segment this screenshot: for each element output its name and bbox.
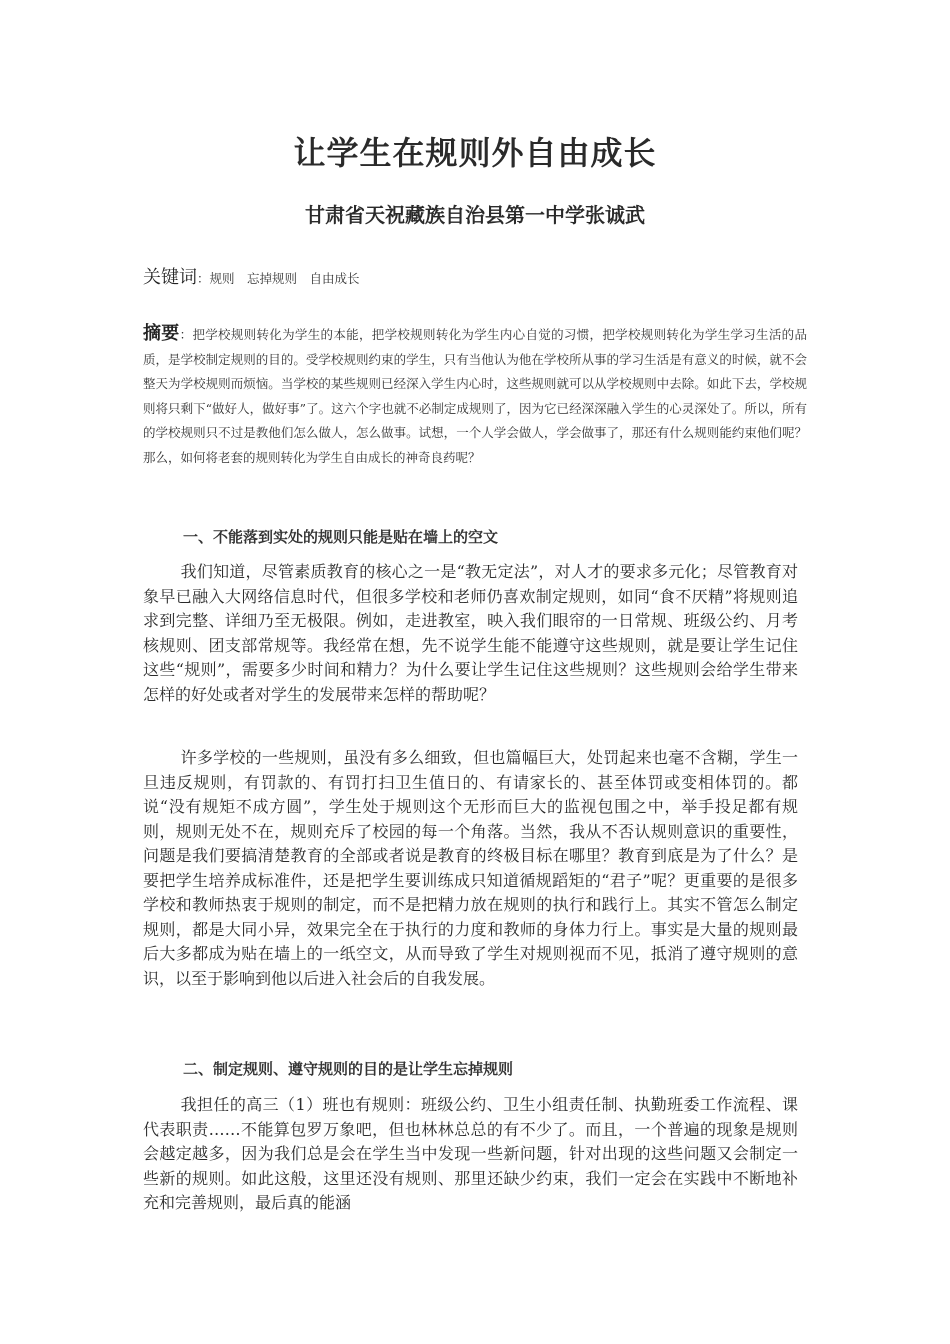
section1-heading: 一、不能落到实处的规则只能是贴在墙上的空文 <box>183 528 499 546</box>
section2-heading: 二、制定规则、遵守规则的目的是让学生忘掉规则 <box>183 1060 514 1078</box>
abstract-label: 摘要 <box>143 323 180 344</box>
keywords-colon: ： <box>197 271 210 286</box>
abstract-colon: ： <box>179 327 193 342</box>
section2-paragraph-1: 我担任的高三（1）班也有规则：班级公约、卫生小组责任制、执勤班委工作流程、课代表职责……不能算包罗万象吧，但也林林总总的有不少了。而且，一个普遍的现象是规则会越定越多，因为我们总是会在学生当中发现一些新问题，针对出现的这些问题又会制定一些新的规则。如此这般，这里还没有规则、那里还缺少约束，我们一定会在实践中不断地补充和完善规则，最后真的能涵 <box>143 1095 798 1212</box>
keywords-label: 关键词 <box>143 267 197 288</box>
keywords-value: 规则 忘掉规则 自由成长 <box>209 271 360 286</box>
document-title: 让学生在规则外自由成长 <box>293 134 657 172</box>
section1-paragraph-2: 许多学校的一些规则，虽没有多么细致，但也篇幅巨大，处罚起来也毫不含糊，学生一旦违反规则，有罚款的、有罚打扫卫生值日的、有请家长的、甚至体罚或变相体罚的。都说“没有规矩不成方圆”，学生处于规则这个无形而巨大的监视包围之中，举手投足都有规则，规则无处不在，规则充斥了校园的每一个角落。当然，我从不否认规则意识的重要性，问题是我们要搞清楚教育的全部或者说是教育的终极目标在哪里？教育到底是为了什么？是要把学生培养成标准件，还是把学生要训练成只知道循规蹈矩的“君子”呢？更重要的是很多学校和教师热衷于规则的制定，而不是把精力放在规则的执行和践行上。其实不管怎么制定规则，都是大同小异，效果完全在于执行的力度和教师的身体力行上。事实是大量的规则最后大多都成为贴在墙上的一纸空文，从而导致了学生对规则视而不见，抵消了遵守规则的意识，以至于影响到他以后进入社会后的自我发展。 <box>143 748 798 988</box>
author-line: 甘肃省天祝藏族自治县第一中学张诚武 <box>305 203 645 227</box>
keywords-line <box>143 263 813 289</box>
abstract-block <box>143 322 807 471</box>
abstract-text: 把学校规则转化为学生的本能，把学校规则转化为学生内心自觉的习惯，把学校规则转化为学生学习生活的品质，是学校制定规则的目的。受学校规则约束的学生，只有当他认为他在学校所从事的学习生活是有意义的时候，就不会整天为学校规则而烦恼。当学校的某些规则已经深入学生内心时，这些规则就可以从学校规则中去除。如此下去，学校规则将只剩下“做好人，做好事”了。这六个字也就不必制定成规则了，因为它已经深深融入学生的心灵深处了。所以，所有的学校规则只不过是教他们怎么做人，怎么做事。试想，一个人学会做人，学会做事了，那还有什么规则能约束他们呢？那么，如何将老套的规则转化为学生自由成长的神奇良药呢？ <box>143 327 807 465</box>
section1-paragraph-1: 我们知道，尽管素质教育的核心之一是“教无定法”，对人才的要求多元化；尽管教育对象早已融入大网络信息时代，但很多学校和老师仍喜欢制定规则，如同“食不厌精”将规则追求到完整、详细乃至无极限。例如，走进教室，映入我们眼帘的一日常规、班级公约、月考核规则、团支部常规等。我经常在想，先不说学生能不能遵守这些规则，就是要让学生记住这些“规则”，需要多少时间和精力？为什么要让学生记住这些规则？这些规则会给学生带来怎样的好处或者对学生的发展带来怎样的帮助呢？ <box>143 562 798 704</box>
